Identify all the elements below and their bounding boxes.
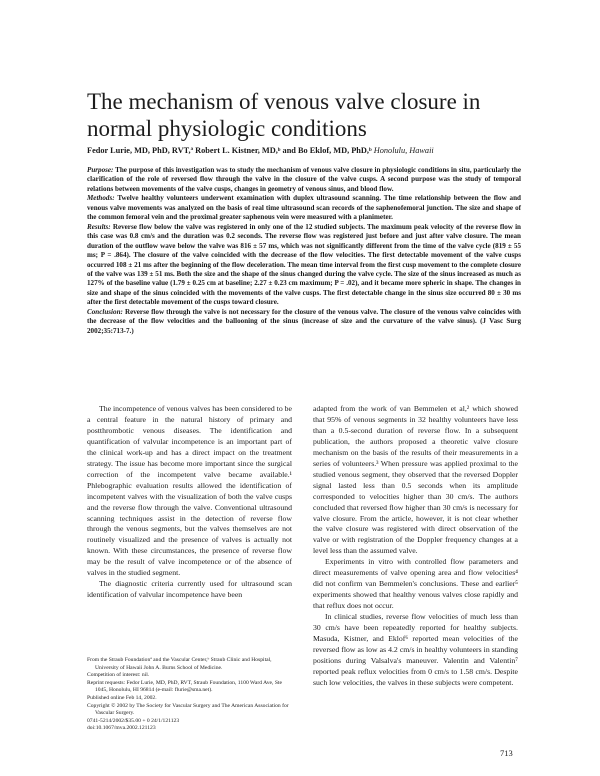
body-paragraph: In clinical studies, reverse flow velocities of much less than 30 cm/s have been repeatedly reported for healthy subjects. Masuda, Kistner, and Eklof⁶ reported mean velocities of the reversed flow as low as 4.2 cm/s in healthy volunteers in standing positions during Valsalva's maneuver. Valentin and Valentin⁷ reported peak reflux velocities from 0 cm/s to 1.58 cm/s. Despite such low velocities, the valves in these subjects were competent. <box>313 612 518 687</box>
methods-label: Methods: <box>87 194 115 203</box>
footnote-copyright: Copyright © 2002 by The Society for Vascular Surgery and The American Association for Vascular Surgery. <box>87 702 289 717</box>
body-column-left <box>87 404 292 601</box>
footnotes <box>87 657 292 733</box>
author-names: Fedor Lurie, MD, PhD, RVT,ª Robert L. Kistner, MD,ᵇ and Bo Eklof, MD, PhD,ᵇ <box>87 146 372 155</box>
footnote-doi: doi:10.1067/mva.2002.121123 <box>87 725 156 732</box>
footnote-affiliation: From the Straub Foundationª and the Vascular Center,ᵇ Straub Clinic and Hospital, University of Hawaii John A. Burns School of Medicine. <box>87 657 272 671</box>
abstract-results <box>87 223 521 308</box>
conclusion-label: Conclusion: <box>87 307 123 316</box>
author-line <box>87 145 527 156</box>
body-paragraph: The incompetence of venous valves has been considered to be a central feature in the natural history of primary and postthrombotic venous diseases. The identification and quantification of valvular incompetence is an important part of the clinical work-up and has a direct impact on the treatment strategy. The issue has become more important since the surgical correction of the incompetent valve became available.¹ Phlebographic evaluation results allowed the identification of incompetent valves with the visualization of both the valve cusps and the reverse flow through the valve. Conventional ultrasound scanning techniques assist in the detection of reverse flow through the venous segments, but the valves themselves are not routinely visualized and the presence of valves is actually not known. With these circumstances, the presence of reverse flow may be the result of valve incompetence or of the absence of valves in the studied segment. <box>87 404 292 578</box>
author-location: Honolulu, Hawaii <box>373 146 434 155</box>
footnote-published: Published online Feb 14, 2002. <box>87 694 157 701</box>
abstract-conclusion <box>87 308 521 336</box>
footnote-reprint: Reprint requests: Fedor Lurie, MD, PhD, RVT, Straub Foundation, 1100 Ward Ave, Ste 1045, Honolulu, HI 96814 (e-mail: flurie@sma.net). <box>87 679 282 694</box>
page-number: 713 <box>500 748 513 758</box>
results-label: Results: <box>87 222 111 231</box>
results-text: Reverse flow below the valve was registered in only one of the 12 studied subjects. The maximum peak velocity of the reverse flow in this case was 0.8 cm/s and the duration was 0.2 seconds. The reverse flow was registered just before and just after valve closure. The mean duration of the outflow wave below the valve was 816 ± 57 ms, which was not significantly different from the time of the valve cycle (819 ± 55 ms; P = .864). The closure of the valve coincided with the decrease of the flow velocities. The first detectable movement of the valve cusps occurred 108 ± 21 ms after the beginning of the flow deceleration. The mean time interval from the first cusp movement to the complete closure of the valve was 139 ± 51 ms. Both the size and the shape of the sinus changed during the valve cycle. The size of the sinus increased as much as 127% of the baseline value (1.79 ± 0.25 cm at baseline; 2.27 ± 0.23 cm maximum; P = .02), and it became more spheric in shape. The changes in size and shape of the sinus coincided with the movements of the valve cusps. The first detectable change in the sinus size occurred 80 ± 30 ms after the first detectable movement of the cusps toward closure. <box>87 222 521 307</box>
body-paragraph: adapted from the work of van Bemmelen et al,² which showed that 95% of venous segments in 32 healthy volunteers have less than a 0.5-second duration of reverse flow. In a subsequent publication, the authors proposed a theoretic valve closure mechanism on the basis of the results of their measurements in a series of volunteers.³ When pressure was applied proximal to the studied venous segment, they observed that the reversed Doppler signal lasted less than 0.5 seconds when its amplitude corresponded to velocities higher than 30 cm/s. The authors concluded that reversed flow higher than 30 cm/s is necessary for valve closure. From the article, however, it is not clear whether the valve closure was registered with direct observation of the valve or with registration of the Doppler frequency changes at a level less than the assumed valve. <box>313 404 518 556</box>
methods-text: Twelve healthy volunteers underwent examination with duplex ultrasound scanning. The time relationship between the flow and venous valve movements was analyzed on the basis of real time ultrasound scan records of the saphenofemoral junction. The size and shape of the common femoral vein and the proximal greater saphenous vein were measured with a planimeter. <box>87 194 521 222</box>
purpose-text: The purpose of this investigation was to study the mechanism of venous valve closure in physiologic conditions in situ, particularly the clarification of the role of reversed flow through the valve in the closure of the valve cusps. A second purpose was the study of temporal relations between movements of the valve cusps, changes in geometry of venous sinus, and blood flow. <box>87 166 521 193</box>
footnote-issn: 0741-5214/2002/$35.00 + 0 24/1/121123 <box>87 717 180 724</box>
body-paragraph: The diagnostic criteria currently used for ultrasound scan identification of valvular incompetence have been <box>87 579 292 600</box>
abstract <box>87 166 521 336</box>
abstract-methods <box>87 194 521 222</box>
abstract-purpose <box>87 166 521 194</box>
body-paragraph: Experiments in vitro with controlled flow parameters and direct measurements of valve opening area and flow velocities⁴ did not confirm van Bemmelen's conclusions. These and earlier⁵ experiments showed that healthy venous valves close rapidly and that reflux does not occur. <box>313 557 518 611</box>
purpose-label: Purpose: <box>87 166 114 174</box>
conclusion-text: Reverse flow through the valve is not necessary for the closure of the venous valve. The closure of the venous valve coincides with the decrease of the flow velocities and the ballooning of the sinus (increase of size and the curvature of the valve sinus). (J Vasc Surg 2002;35:713-7.) <box>87 307 521 335</box>
footnote-competition: Competition of interest: nil. <box>87 672 150 679</box>
article-title: The mechanism of venous valve closure in normal physiologic conditions <box>87 89 481 141</box>
body-column-right <box>313 404 518 689</box>
